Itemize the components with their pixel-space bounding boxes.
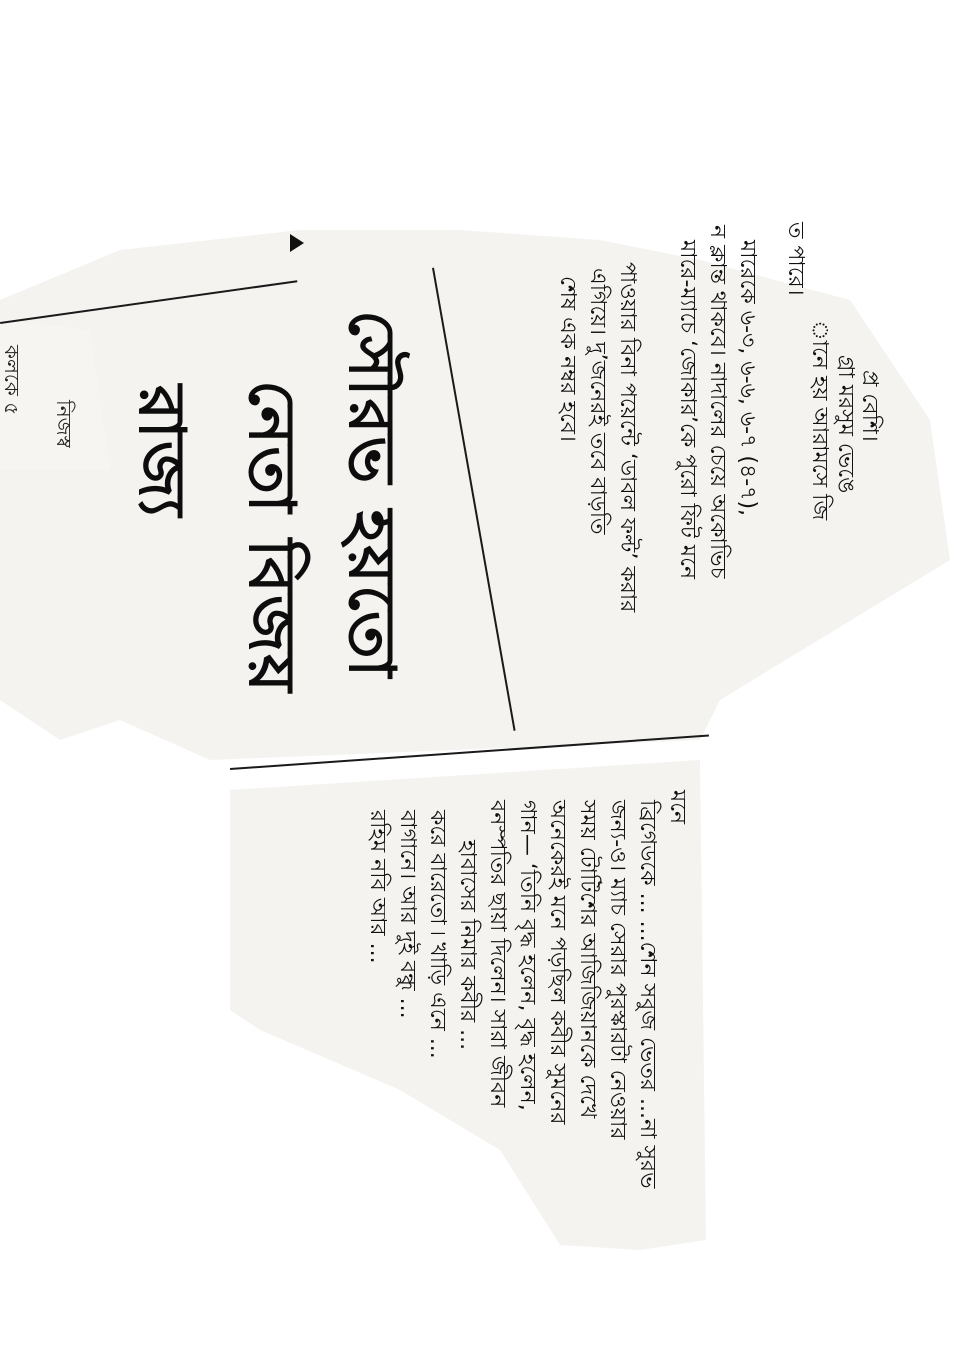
headline-line-2: নেতা বিজয় (234, 380, 308, 694)
text-line: বনস্পতির ছায়া দিলেন। সারা জীবন (485, 800, 510, 1108)
text-line: গান— ‘তিনি বৃদ্ধ হলেন, বৃদ্ধ হলেন, (515, 800, 540, 1111)
text-line: মারে-ম্যাচে ‘জোকার’কে পুরো ফিট মনে (675, 240, 700, 580)
text-line: ত পারে। (783, 222, 808, 296)
text-line: অনেকেরই মনে পড়ছিল কবীর সুমনের (545, 800, 570, 1125)
bullet-marker (290, 234, 304, 252)
text-line: রহিম নবি আর ... (365, 810, 390, 964)
text-line: করে বারেতো ৷ খাড়ি এনে ... (425, 810, 450, 1059)
text-line: এগিয়ে। দু’জনেরই তবে বাড়তি (585, 268, 610, 535)
text-line: ব্রিগেডকে ... ...শেন সবুজ ভেতর ...না সুরভ (635, 800, 660, 1189)
fragment-text: কলকে ৫ (0, 345, 24, 416)
headline-line-1: সৌরভ হয়তো (334, 310, 408, 680)
text-line: মনে (665, 790, 690, 825)
byline: নিজস্ব (52, 400, 76, 448)
text-line: জন্য-ও। ম্যাচ সেরার পুরস্কারটা নেওয়ার (605, 800, 630, 1140)
text-line: গ্রা মরসুম ভেঙে (833, 355, 858, 494)
text-line: মারেকে ৬-৩, ৬-৬, ৬-৭ (৪-৭), (735, 240, 760, 517)
text-line: ন ক্লান্ত থাকবে। নাদালের চেয়ে অকোভিচ (705, 225, 730, 579)
text-line: বাগানে। আর দুই বন্ধু ... (395, 810, 420, 1019)
text-line: প্র বেশি। (857, 370, 882, 442)
text-line: পাওয়ার বিনা পয়েন্টে ‘ডাবল ফল্ট’ করার (615, 262, 640, 613)
text-line: সময় টোটিশের আজিজিয়ানকে দেখে (575, 800, 600, 1119)
text-line: ানে হয় আরামসে জি (807, 320, 832, 521)
headline-line-3: রাজ্য (124, 385, 198, 519)
text-line: হাবাসের নিমার কবীর ... (455, 840, 480, 1051)
text-line: শেষ এক নম্বর হবে। (555, 276, 580, 442)
